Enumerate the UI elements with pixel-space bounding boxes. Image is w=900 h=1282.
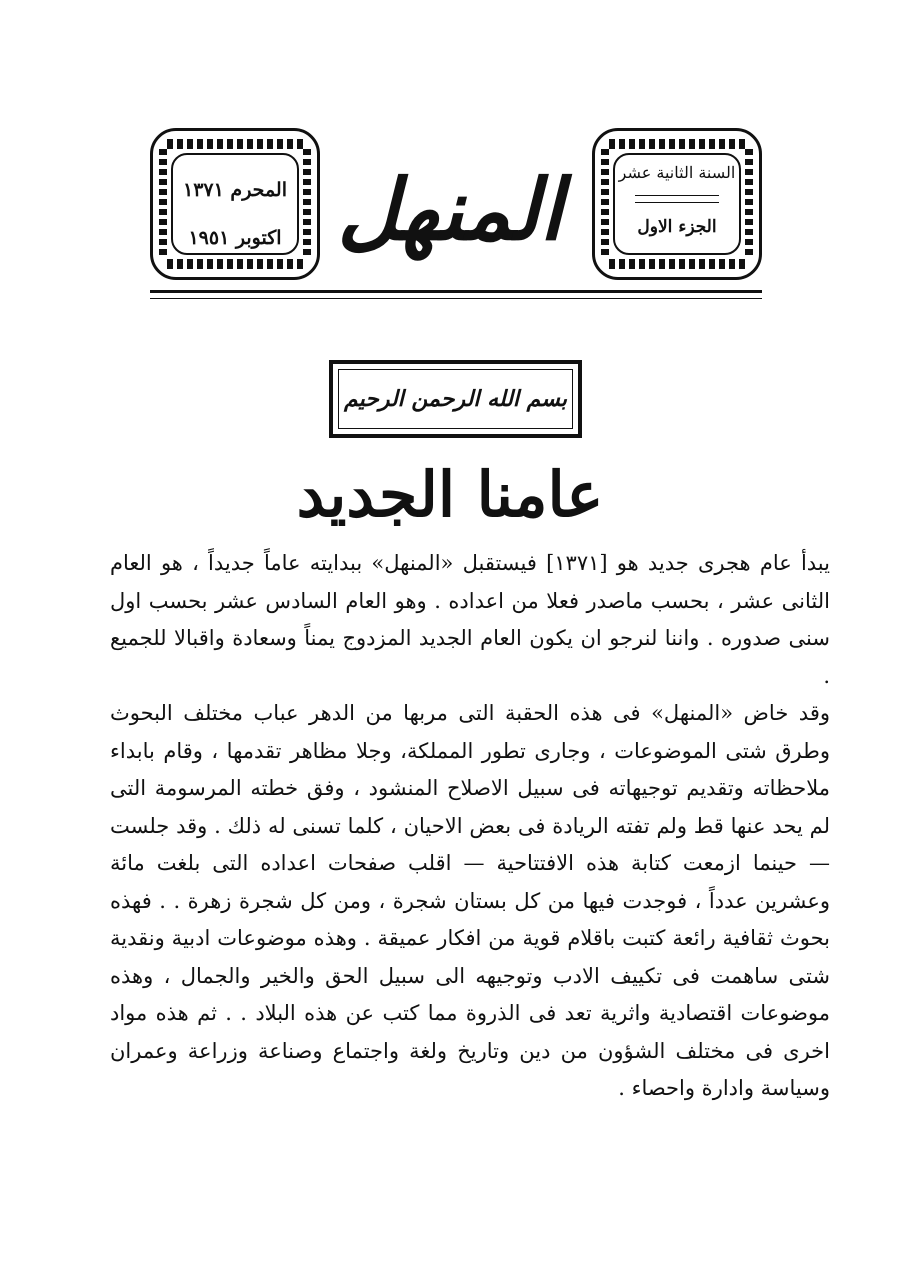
paragraph: وقد خاض «المنهل» فى هذه الحقبة التى مربها من الدهر عباب مختلف البحوث وطرق شتى الموضوعات ، وجارى تطور المملكة، وجلا مظاهر تقدمها ، وقام بابداء ملاحظاته وتقديم توجيهاته فى سبيل الاصلاح المنشود ، وفق خطته المرسومة التى لم يحد عنها قط ولم تفته الريادة فى بعض الاحيان ، كلما تسنى له ذلك . وقد جلست — حينما ازمعت كتابة هذه الافتتاحية — اقلب صفحات اعداده التى بلغت مائة وعشرين عدداً ، فوجدت فيها من كل بستان شجرة ، ومن كل شجرة زهرة . . فهذه بحوث ثقافية رائعة كتبت باقلام قوية من افكار عميقة . وهذه موضوعات ادبية ونقدية شتى ساهمت فى تكييف الادب وتوجيهه الى سبيل الحق والخير والجمال ، وهذه موضوعات اقتصادية واثرية تعد فى الذروة مما كتب عن هذه البلاد . . ثم هذه مواد اخرى فى مختلف الشؤون من دين وتاريخ ولغة واجتماع وصناعة وزراعة وعمران وسياسة وادارة واحصاء . [110,701,830,1100]
ornament-border [609,259,745,269]
hijri-date: المحرم ١٣٧١ [182,179,287,201]
volume-year: السنة الثانية عشر [618,163,736,182]
ornament-border [609,139,745,149]
header-rule-thin [150,298,762,299]
ornament-border [167,139,303,149]
divider [635,195,719,203]
ornament-border [167,259,303,269]
basmala-frame [329,360,582,438]
issue-number: الجزء الاول [637,217,717,237]
header-rule [150,290,762,293]
date-box [150,128,320,280]
article-title: عامنا الجديد [296,458,604,531]
gregorian-date: اكتوبر ١٩٥١ [188,227,282,249]
article-body [110,545,830,1108]
magazine-masthead: المنهل [337,160,563,259]
basmala-text: بسم الله الرحمن الرحيم [338,369,573,429]
issue-box [592,128,762,280]
paragraph: يبدأ عام هجرى جديد هو [١٣٧١] فيستقبل «المنهل» ببدايته عاماً جديداً ، هو العام الثانى عشر ، بحسب ماصدر فعلا من اعداده . وهو العام السادس عشر بحسب اول سنى صدوره . واننا لنرجو ان يكون العام الجديد المزدوج يمناً وسعادة واقبالا للجميع . [110,551,830,688]
